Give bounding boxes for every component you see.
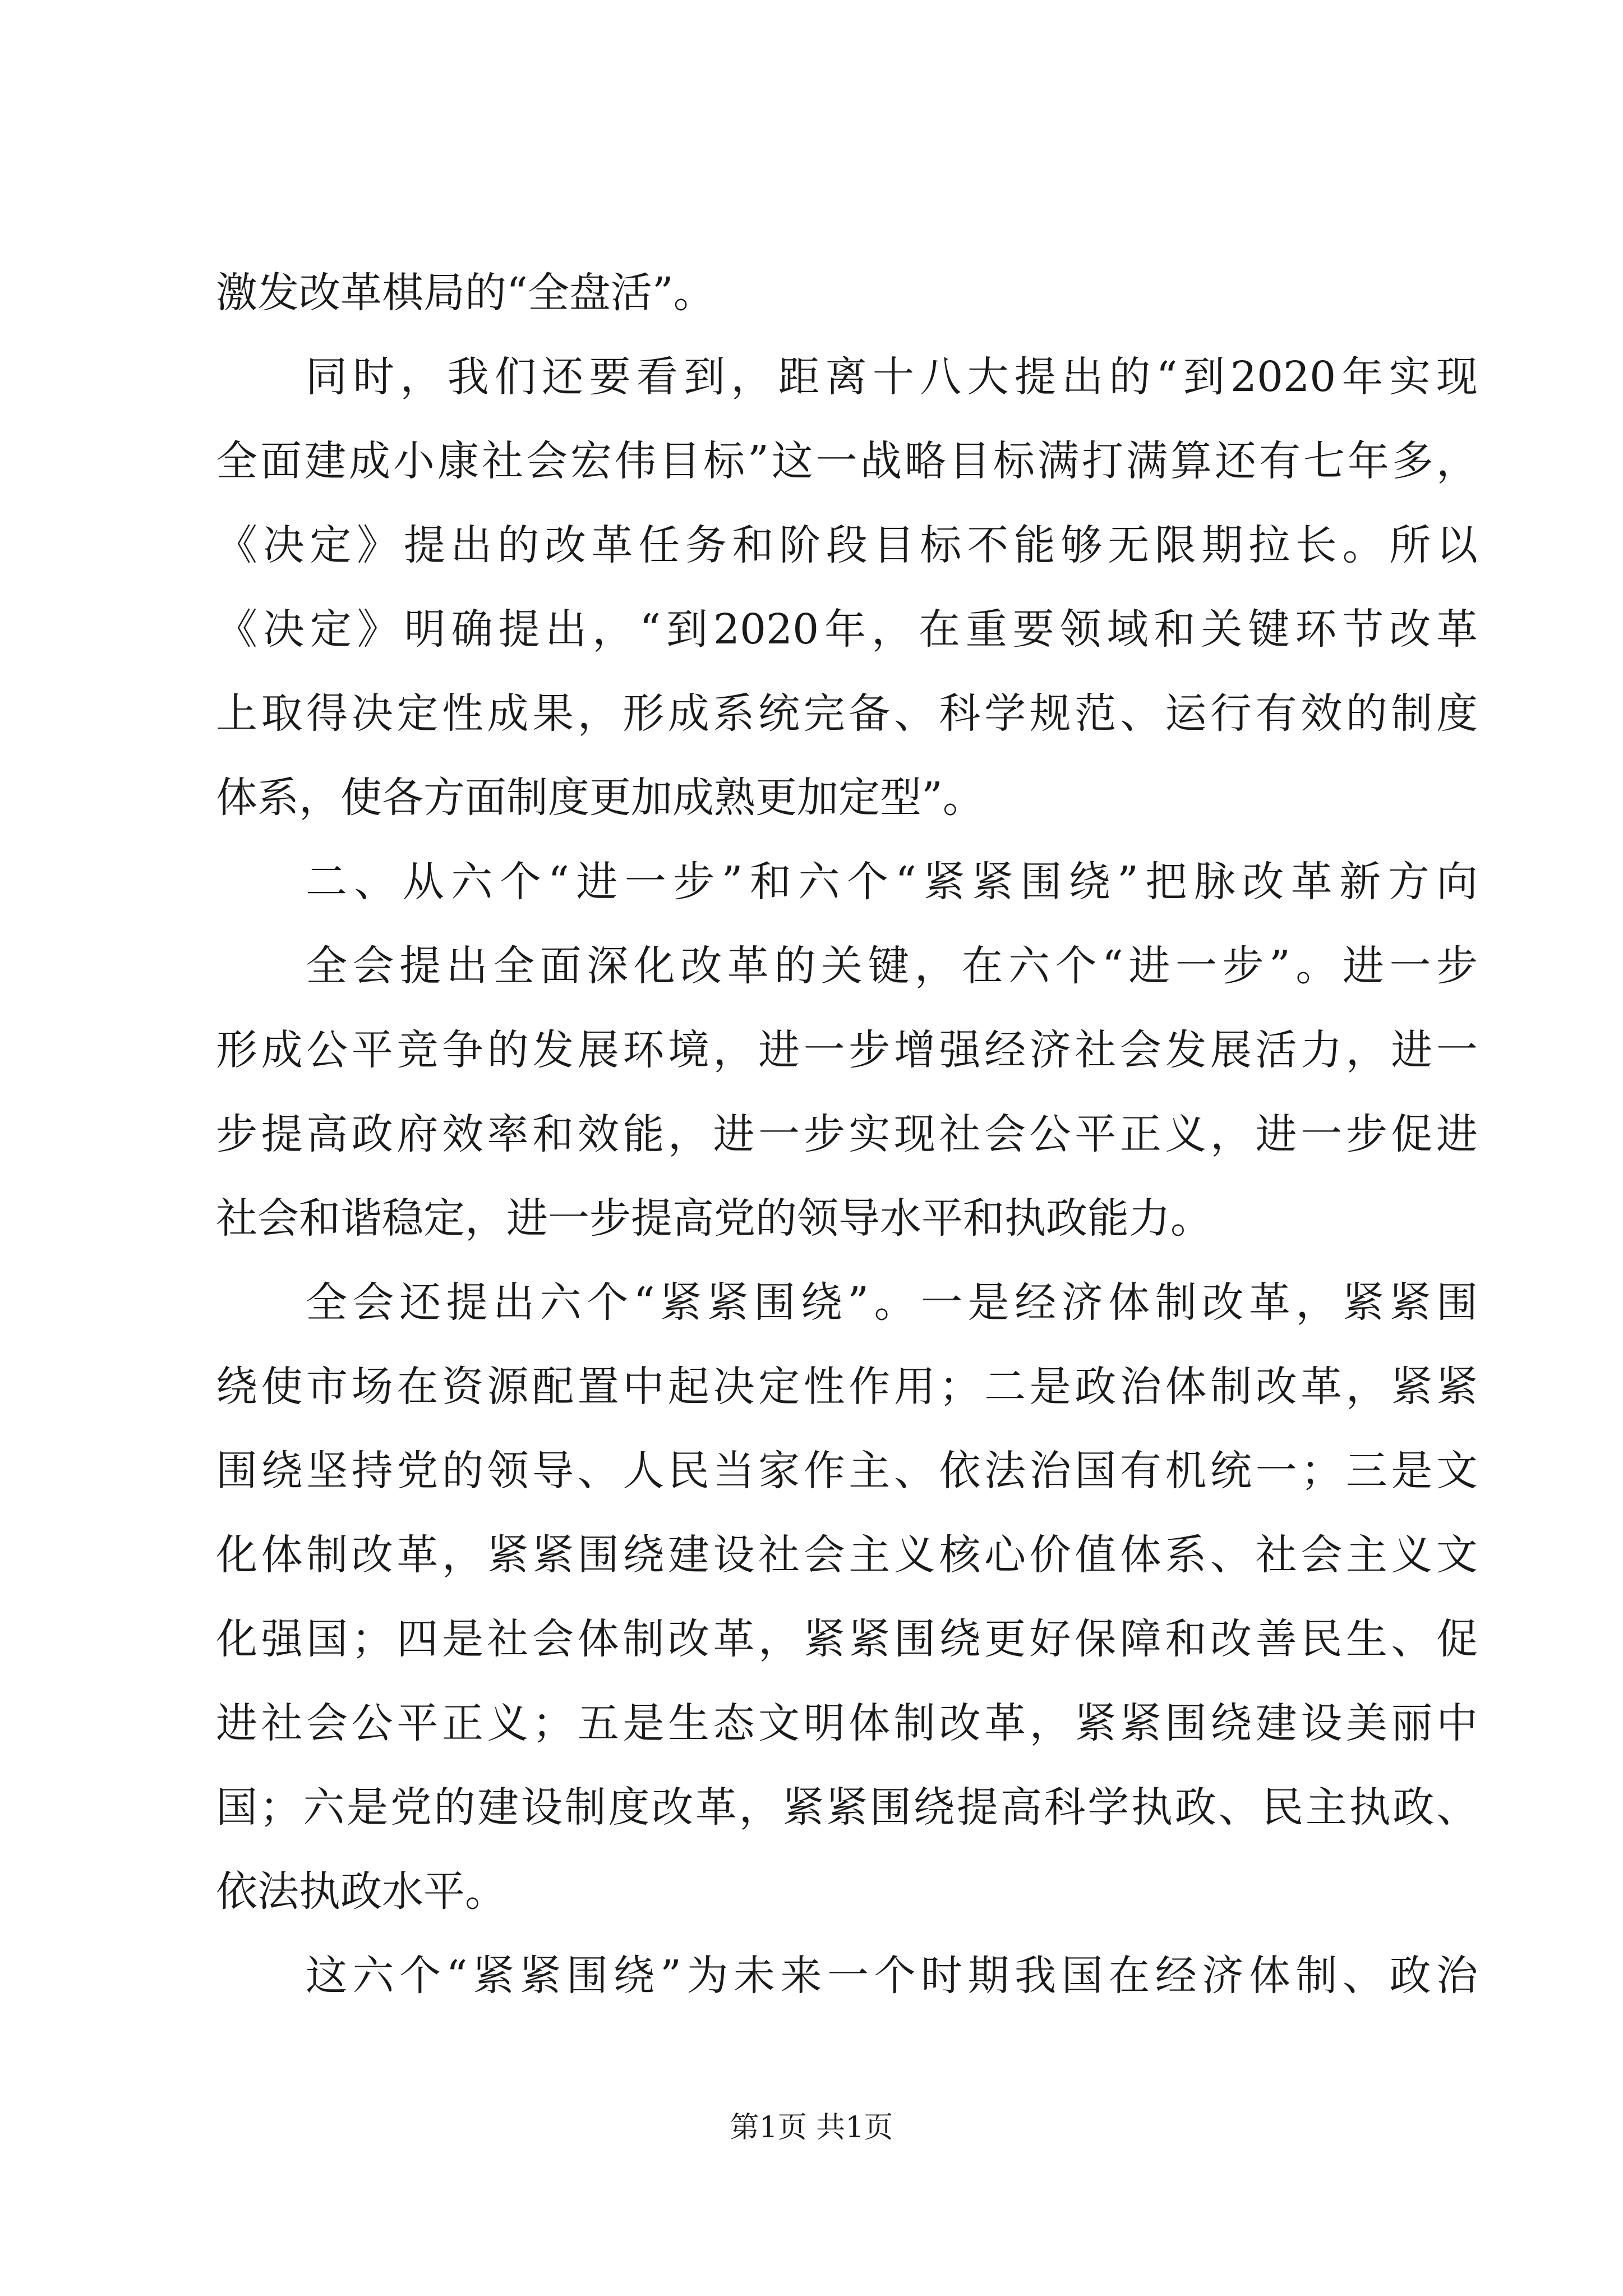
text-line: 上取得决定性成果，形成系统完备、科学规范、运行有效的制度 (216, 689, 1478, 738)
text-line: 化强国；四是社会体制改革，紧紧围绕更好保障和改善民生、促 (216, 1615, 1478, 1663)
text-line: 《决定》提出的改革任务和阶段目标不能够无限期拉长。所以 (216, 521, 1478, 569)
text-line: 激发改革棋局的“全盘活”。 (216, 269, 715, 317)
text-line: 同时，我们还要看到，距离十八大提出的“到2020年实现 (306, 353, 1478, 401)
text-line: 进社会公平正义；五是生态文明体制改革，紧紧围绕建设美丽中 (216, 1699, 1478, 1747)
text-line: 这六个“紧紧围绕”为未来一个时期我国在经济体制、政治 (306, 1952, 1478, 2000)
text-line: 依法执政水平。 (216, 1867, 506, 1916)
text-line: 围绕坚持党的领导、人民当家作主、依法治国有机统一；三是文 (216, 1447, 1478, 1495)
text-line: 全面建成小康社会宏伟目标”这一战略目标满打满算还有七年多， (216, 437, 1478, 485)
text-line: 全会还提出六个“紧紧围绕”。一是经济体制改革，紧紧围 (306, 1278, 1478, 1327)
text-line: 社会和谐稳定，进一步提高党的领导水平和执政能力。 (216, 1194, 1212, 1243)
text-line: 全会提出全面深化改革的关键，在六个“进一步”。进一步 (306, 942, 1478, 990)
text-line: 体系，使各方面制度更加成熟更加定型”。 (216, 774, 984, 822)
text-line: 《决定》明确提出，“到2020年，在重要领域和关键环节改革 (216, 605, 1478, 654)
text-line: 形成公平竞争的发展环境，进一步增强经济社会发展活力，进一 (216, 1026, 1478, 1074)
page-footer: 第1页 共1页 (730, 2111, 893, 2145)
text-line: 步提高政府效率和效能，进一步实现社会公平正义，进一步促进 (216, 1110, 1478, 1158)
section-heading: 二、从六个“进一步”和六个“紧紧围绕”把脉改革新方向 (306, 858, 1478, 906)
text-line: 绕使市场在资源配置中起决定性作用；二是政治体制改革，紧紧 (216, 1363, 1478, 1411)
text-line: 化体制改革，紧紧围绕建设社会主义核心价值体系、社会主义文 (216, 1531, 1478, 1579)
text-line: 国；六是党的建设制度改革，紧紧围绕提高科学执政、民主执政、 (216, 1783, 1478, 1832)
